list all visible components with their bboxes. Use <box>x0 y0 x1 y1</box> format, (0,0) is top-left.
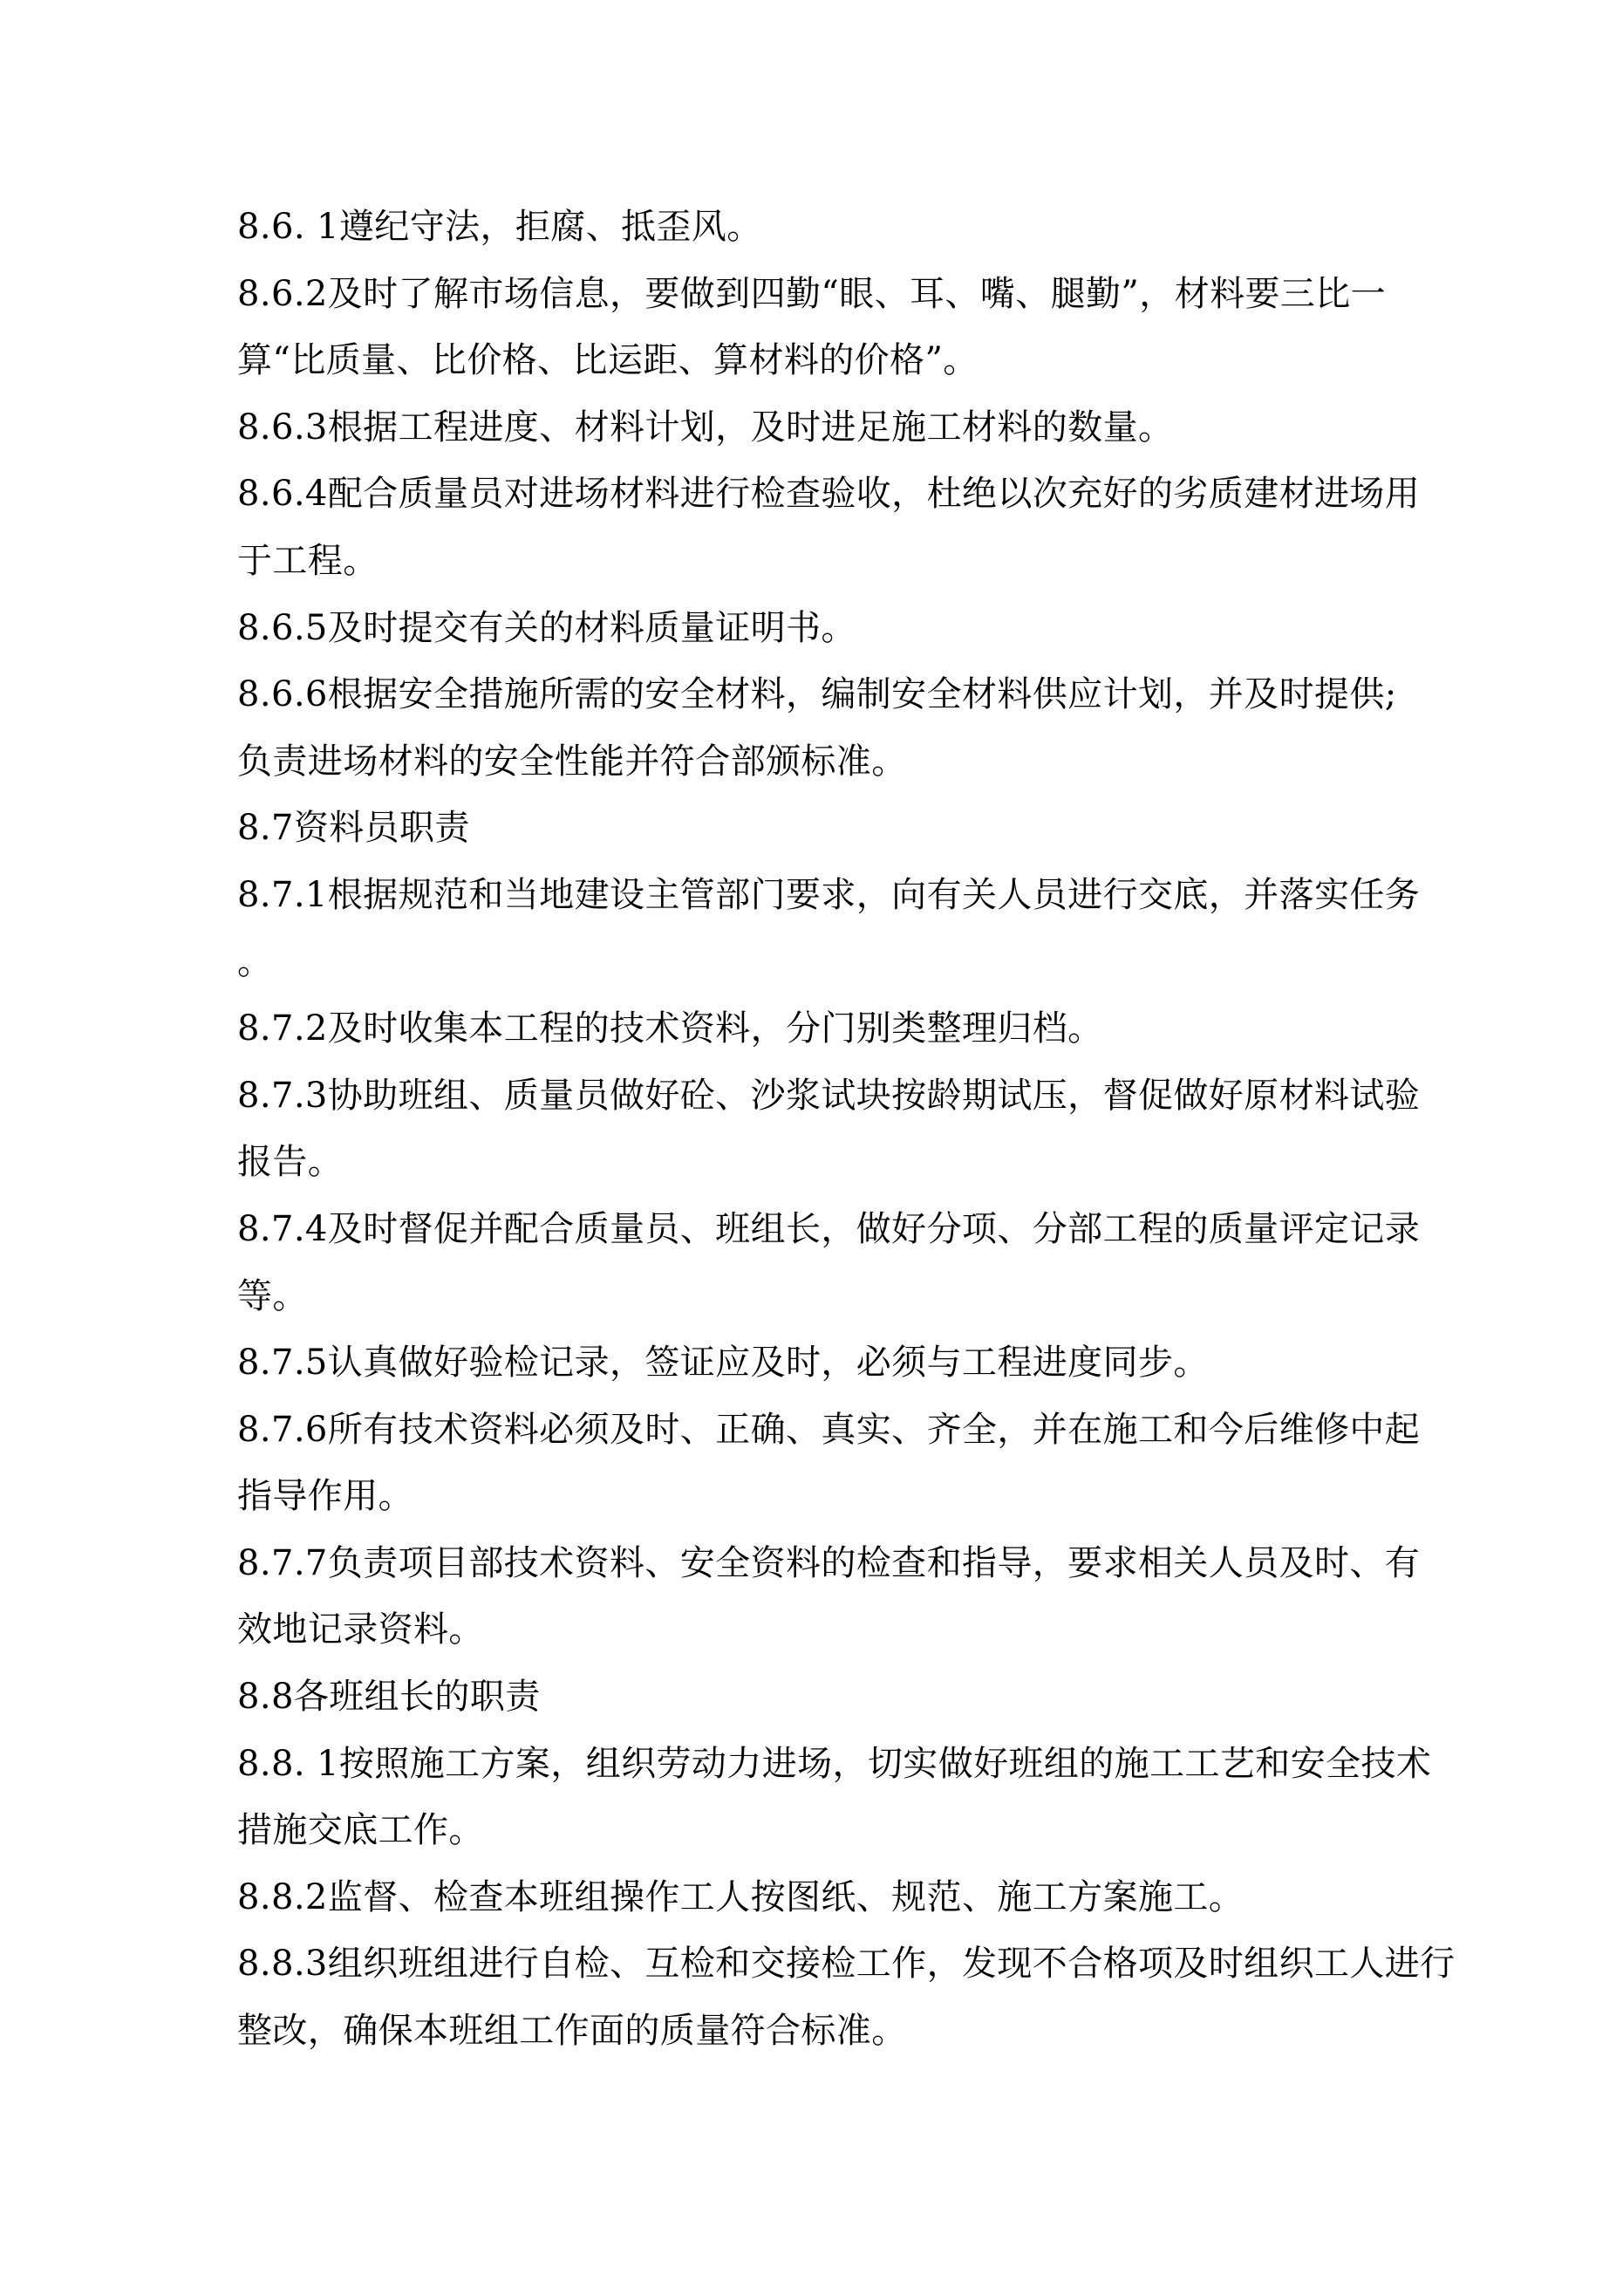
text-line: 整改，确保本班组工作面的质量符合标准。 <box>237 2011 907 2052</box>
text-line: 8.6.6根据安全措施所需的安全材料，编制安全材料供应计划，并及时提供; <box>237 674 1397 715</box>
section-heading: 8.7资料员职责 <box>237 808 470 849</box>
text-line: 8.6.2及时了解市场信息，要做到四勤“眼、耳、嘴、腿勤”，材料要三比一 <box>237 273 1387 314</box>
text-line: 8.8.3组织班组进行自检、互检和交接检工作，发现不合格项及时组织工人进行 <box>237 1944 1456 1985</box>
text-line: 8.6. 1遵纪守法，拒腐、抵歪风。 <box>237 207 762 247</box>
text-line: 8.6.3根据工程进度、材料计划，及时进足施工材料的数量。 <box>237 407 1174 448</box>
text-line: 8.6.4配合质量员对进场材料进行检查验收，杜绝以次充好的劣质建材进场用 <box>237 474 1421 515</box>
text-line: 措施交底工作。 <box>237 1810 484 1851</box>
text-line: 8.8.2监督、检查本班组操作工人按图纸、规范、施工方案施工。 <box>237 1876 1245 1917</box>
text-line: 8.7.2及时收集本工程的技术资料，分门别类整理归档。 <box>237 1008 1103 1049</box>
text-line: 8.7.5认真做好验检记录，签证应及时，必须与工程进度同步。 <box>237 1343 1209 1384</box>
text-line: 等。 <box>237 1275 308 1316</box>
text-line: 报告。 <box>237 1142 344 1183</box>
text-line: 效地记录资料。 <box>237 1609 484 1650</box>
text-line: 8.6.5及时提交有关的材料质量证明书。 <box>237 607 856 648</box>
text-line: 8.8. 1按照施工方案，组织劳动力进场，切实做好班组的施工工艺和安全技术 <box>237 1743 1432 1784</box>
document-body <box>237 194 1510 2065</box>
text-line: 8.7.1根据规范和当地建设主管部门要求，向有关人员进行交底，并落实任务 <box>237 874 1421 915</box>
section-heading: 8.8各班组长的职责 <box>237 1677 541 1718</box>
text-line: 算“比质量、比价格、比运距、算材料的价格”。 <box>237 340 979 381</box>
text-line: 8.7.4及时督促并配合质量员、班组长，做好分项、分部工程的质量评定记录 <box>237 1208 1421 1249</box>
text-line: 8.7.3协助班组、质量员做好砼、沙浆试块按龄期试压，督促做好原材料试验 <box>237 1075 1421 1116</box>
text-line: 8.7.7负责项目部技术资料、安全资料的检查和指导，要求相关人员及时、有 <box>237 1542 1421 1583</box>
text-line: 于工程。 <box>237 540 378 581</box>
text-line: 指导作用。 <box>237 1476 413 1517</box>
text-line: 8.7.6所有技术资料必须及时、正确、真实、齐全，并在施工和今后维修中起 <box>237 1409 1421 1450</box>
text-line: 负责进场材料的安全性能并符合部颁标准。 <box>237 741 907 782</box>
text-line: 。 <box>237 941 273 982</box>
